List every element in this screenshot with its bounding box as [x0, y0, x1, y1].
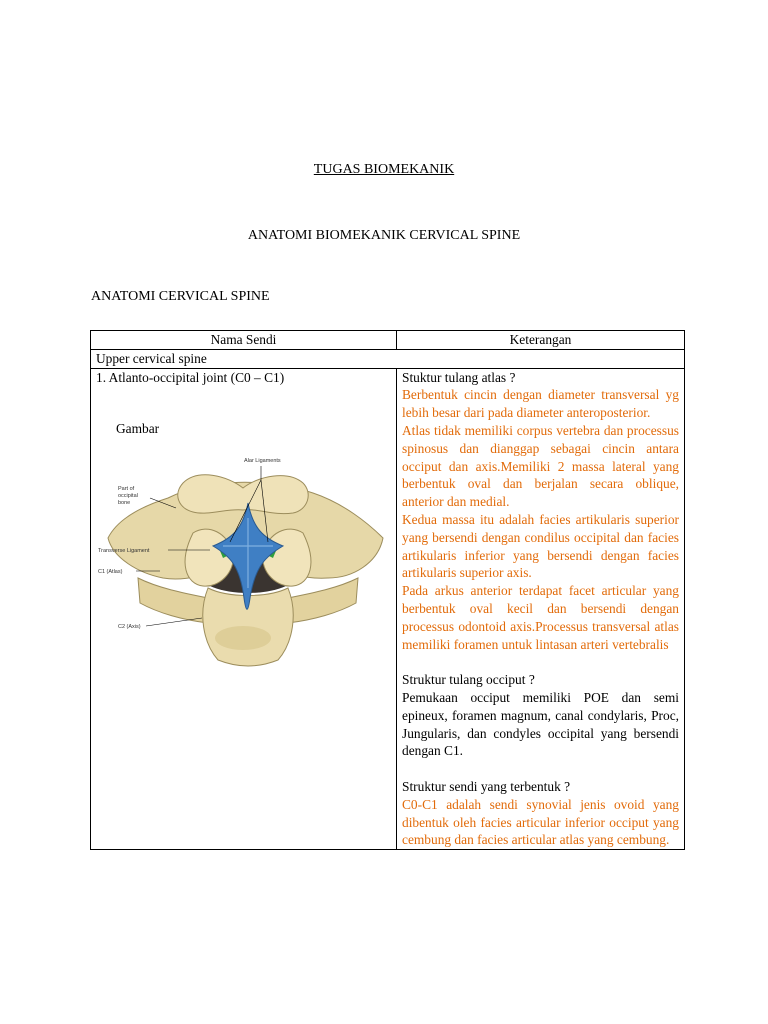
table-header-row: [91, 331, 685, 350]
answer-occiput: Pemukaan occiput memiliki POE dan semi epineux, foramen magnum, canal condylaris, Proc, Jungularis, dan condyles occipital yang bersendi dengan C1.: [402, 689, 679, 759]
answer-atlas-2: Atlas tidak memiliki corpus vertebra dan processus spinosus dan dianggap sebagai cincin antara occiput dan axis.Memiliki 2 massa lateral yang berbentuk oval dan berjalan secara oblique, anterior dan medial.: [402, 422, 679, 510]
answer-atlas-1: Berbentuk cincin dengan diameter transversal yg lebih besar dari pada diameter anteroposterior.: [402, 387, 679, 421]
question-joint: Struktur sendi yang terbentuk ?: [402, 778, 571, 794]
label-occipital-3: bone: [118, 500, 131, 507]
header-nama-sendi: Nama Sendi: [91, 331, 397, 350]
label-occipital-1: Part of: [118, 486, 135, 493]
label-c2-axis: C2 (Axis): [118, 624, 141, 631]
description-cell: [397, 368, 685, 850]
section-heading: ANATOMI CERVICAL SPINE: [91, 289, 270, 304]
answer-atlas-4: Pada arkus anterior terdapat facet articular yang berbentuk oval kecil dan bersendi dengan processus odontoid axis.Processus transversal atlas memiliki foramen untuk lintasan arteri vertebralis: [402, 583, 679, 652]
label-c1-atlas: C1 (Atlas): [98, 569, 123, 576]
joint-cell: [91, 368, 397, 850]
question-occiput: Struktur tulang occiput ?: [402, 672, 535, 688]
table-row: [91, 368, 685, 850]
joint-name: 1. Atlanto-occipital joint (C0 – C1): [96, 369, 285, 385]
label-transverse-ligament: Transverse Ligament: [98, 548, 150, 555]
cervical-spine-illustration: [98, 438, 388, 668]
anatomy-table: [90, 330, 685, 850]
label-alar-ligaments: Alar Ligaments: [244, 458, 281, 465]
question-atlas: Stuktur tulang atlas ?: [402, 369, 516, 385]
gambar-label: Gambar: [116, 421, 160, 437]
document-subtitle: ANATOMI BIOMEKANIK CERVICAL SPINE: [247, 228, 521, 243]
group-upper-cervical: Upper cervical spine: [91, 349, 685, 368]
label-occipital-2: occipital: [118, 493, 138, 500]
header-keterangan: Keterangan: [397, 331, 685, 350]
document-title: TUGAS BIOMEKANIK: [313, 162, 455, 177]
answer-joint: C0-C1 adalah sendi synovial jenis ovoid yang dibentuk oleh facies articular inferior occiput yang cembung dan facies articular atlas yang cembung.: [402, 796, 679, 848]
answer-atlas-3: Kedua massa itu adalah facies artikularis superior yang bersendi dengan condilus occipital dan facies artikularis inferior yang bersendi dengan facies artikularis superior axis.: [402, 511, 679, 581]
table-group-row: [91, 349, 685, 368]
